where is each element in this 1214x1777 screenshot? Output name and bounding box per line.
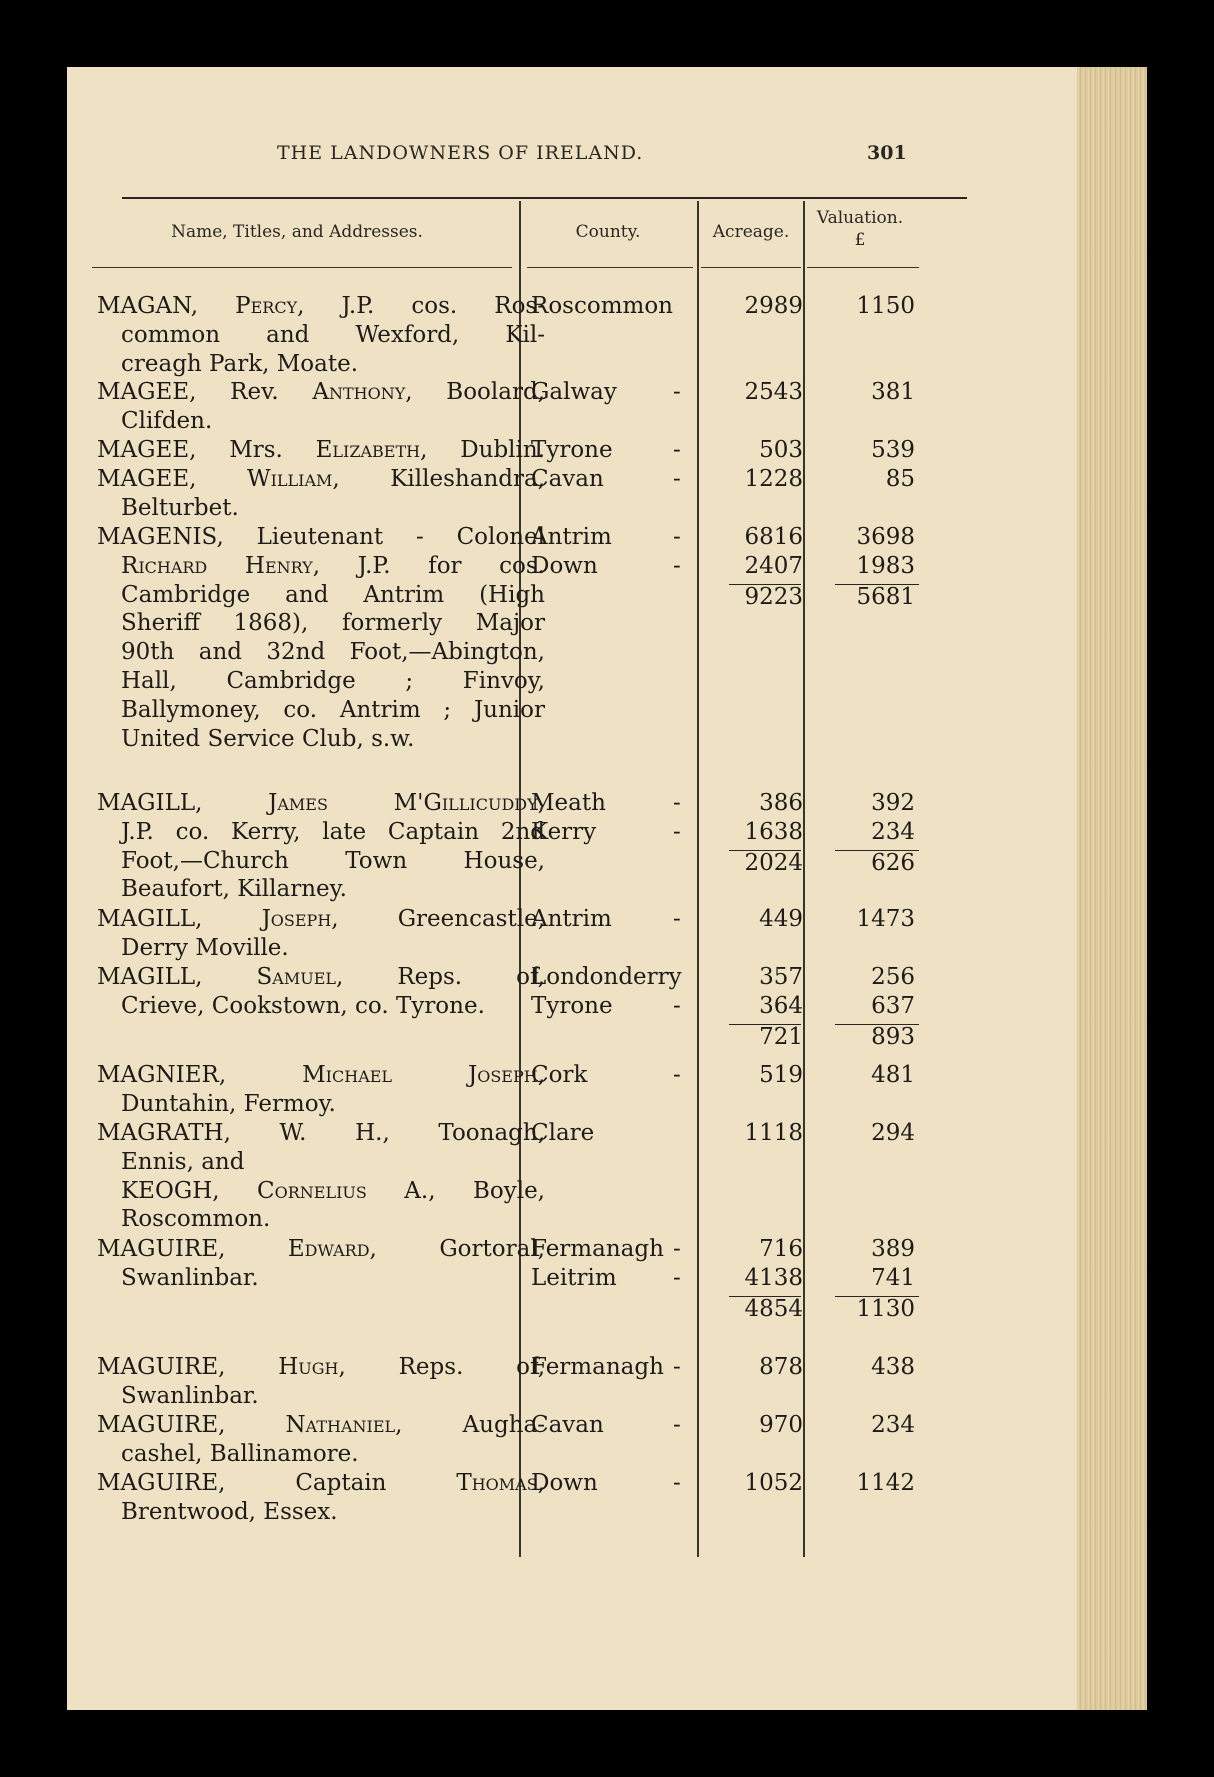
valuation: 85 <box>885 466 915 492</box>
valuation-total: 893 <box>871 1024 915 1050</box>
county-dash: - <box>673 1265 681 1291</box>
county: Fermanagh <box>531 1354 664 1380</box>
valuation-total: 1130 <box>856 1296 915 1322</box>
valuation: 3698 <box>856 524 915 550</box>
entry-maguire-nathaniel: MAGUIRE, Nathaniel, Augha- cashel, Ballinamore. <box>97 1412 546 1467</box>
entry-maguire-hugh: MAGUIRE, Hugh, Reps. of, Swanlinbar. <box>97 1354 546 1409</box>
valuation-unit: £ <box>854 230 866 250</box>
valuation: 438 <box>871 1354 915 1380</box>
acreage: 503 <box>759 437 803 463</box>
entry-magee-elizabeth: MAGEE, Mrs. Elizabeth, Dublin. <box>97 437 545 463</box>
county-dash: - <box>673 379 681 405</box>
column-header-county: County. <box>575 222 641 242</box>
valuation: 294 <box>871 1120 915 1146</box>
acreage: 878 <box>759 1354 803 1380</box>
valuation: 1983 <box>856 553 915 579</box>
county-dash: - <box>673 437 681 463</box>
header-rule <box>807 267 919 268</box>
valuation: 392 <box>871 790 915 816</box>
county-dash: - <box>673 1354 681 1380</box>
entry-magee-anthony: MAGEE, Rev. Anthony, Boolard, Clifden. <box>97 379 545 434</box>
acreage: 2407 <box>744 553 803 579</box>
acreage: 970 <box>759 1412 803 1438</box>
county: Cork <box>531 1062 588 1088</box>
header-rule <box>701 267 801 268</box>
county-dash: - <box>673 466 681 492</box>
entry-maguire-edward: MAGUIRE, Edward, Gortoral, Swanlinbar. <box>97 1236 545 1291</box>
valuation: 637 <box>871 993 915 1019</box>
acreage: 716 <box>759 1236 803 1262</box>
acreage: 1052 <box>744 1470 803 1496</box>
page-edges <box>1077 67 1147 1710</box>
county: Londonderry <box>531 964 682 990</box>
valuation-total: 5681 <box>856 584 915 610</box>
county: Antrim <box>531 906 612 932</box>
column-header-valuation <box>805 207 915 251</box>
county: Clare <box>531 1120 595 1146</box>
county: Cavan <box>531 1412 604 1438</box>
valuation: 741 <box>871 1265 915 1291</box>
county: Down <box>531 553 598 579</box>
county: Down <box>531 1470 598 1496</box>
valuation: 539 <box>871 437 915 463</box>
county: Meath <box>531 790 606 816</box>
county-dash: - <box>673 993 681 1019</box>
county-dash: - <box>673 1412 681 1438</box>
valuation: 389 <box>871 1236 915 1262</box>
entry-magee-william: MAGEE, William, Killeshandra, Belturbet. <box>97 466 545 521</box>
county: Tyrone <box>531 437 613 463</box>
county: Galway <box>531 379 617 405</box>
book-page <box>67 67 1147 1710</box>
acreage: 364 <box>759 993 803 1019</box>
acreage: 1228 <box>744 466 803 492</box>
county: Kerry <box>531 819 597 845</box>
valuation: 1150 <box>856 293 915 319</box>
county: Antrim <box>531 524 612 550</box>
acreage: 4138 <box>744 1265 803 1291</box>
acreage: 1118 <box>744 1120 803 1146</box>
valuation-total: 626 <box>871 850 915 876</box>
acreage-total: 721 <box>759 1024 803 1050</box>
valuation: 234 <box>871 1412 915 1438</box>
acreage-total: 4854 <box>744 1296 803 1322</box>
entry-magill-samuel: MAGILL, Samuel, Reps. of, Crieve, Cookstown, co. Tyrone. <box>97 964 545 1019</box>
acreage: 357 <box>759 964 803 990</box>
valuation-label: Valuation. <box>816 208 904 228</box>
county: Roscommon <box>531 293 673 319</box>
acreage: 2543 <box>744 379 803 405</box>
entry-magan: MAGAN, Percy, J.P. cos. Ros- common and Wexford, Kil- creagh Park, Moate. <box>97 293 546 377</box>
entry-magill-joseph: MAGILL, Joseph, Greencastle, Derry Moville. <box>97 906 546 961</box>
valuation: 381 <box>871 379 915 405</box>
valuation: 1473 <box>856 906 915 932</box>
acreage: 386 <box>759 790 803 816</box>
entry-magill-james: MAGILL, James M'Gillicuddy, J.P. co. Kerry, late Captain 2nd Foot,—Church Town House, Beaufort, Killarney. <box>97 790 545 903</box>
header-rule <box>527 267 693 268</box>
valuation: 256 <box>871 964 915 990</box>
entry-magrath-keogh: MAGRATH, W. H., Toonagh, Ennis, and KEOGH, Cornelius A., Boyle, Roscommon. <box>97 1120 546 1233</box>
county-dash: - <box>673 524 681 550</box>
county: Cavan <box>531 466 604 492</box>
valuation: 1142 <box>856 1470 915 1496</box>
county-dash: - <box>673 906 681 932</box>
column-header-acreage: Acreage. <box>712 222 790 242</box>
county-dash: - <box>673 553 681 579</box>
county-dash: - <box>673 1470 681 1496</box>
header-rule <box>92 267 512 268</box>
county-dash: - <box>673 1062 681 1088</box>
county: Leitrim <box>531 1265 617 1291</box>
running-head: THE LANDOWNERS OF IRELAND. <box>277 142 644 164</box>
column-header-name: Name, Titles, and Addresses. <box>171 222 423 242</box>
valuation: 234 <box>871 819 915 845</box>
county-dash: - <box>673 790 681 816</box>
entry-maguire-thomas: MAGUIRE, Captain Thomas, Brentwood, Essex. <box>97 1470 545 1525</box>
acreage: 519 <box>759 1062 803 1088</box>
entry-magenis: MAGENIS, Lieutenant - Colonel Richard Henry, J.P. for cos. Cambridge and Antrim (High Sheriff 1868), formerly Major 90th and 32nd Foot,—Abington, Hall, Cambridge ; Finvoy, Ballymoney, co. Antrim ; Junior United Service Club, s.w. <box>97 524 545 752</box>
county: Fermanagh <box>531 1236 664 1262</box>
acreage-total: 9223 <box>744 584 803 610</box>
page-number: 301 <box>867 142 907 164</box>
valuation: 481 <box>871 1062 915 1088</box>
acreage: 1638 <box>744 819 803 845</box>
acreage: 449 <box>759 906 803 932</box>
acreage-total: 2024 <box>744 850 803 876</box>
acreage: 6816 <box>744 524 803 550</box>
county-dash: - <box>673 819 681 845</box>
acreage: 2989 <box>744 293 803 319</box>
entry-magnier: MAGNIER, Michael Joseph, Duntahin, Fermoy. <box>97 1062 546 1117</box>
county-dash: - <box>673 1236 681 1262</box>
table-top-rule <box>122 197 967 199</box>
county: Tyrone <box>531 993 613 1019</box>
